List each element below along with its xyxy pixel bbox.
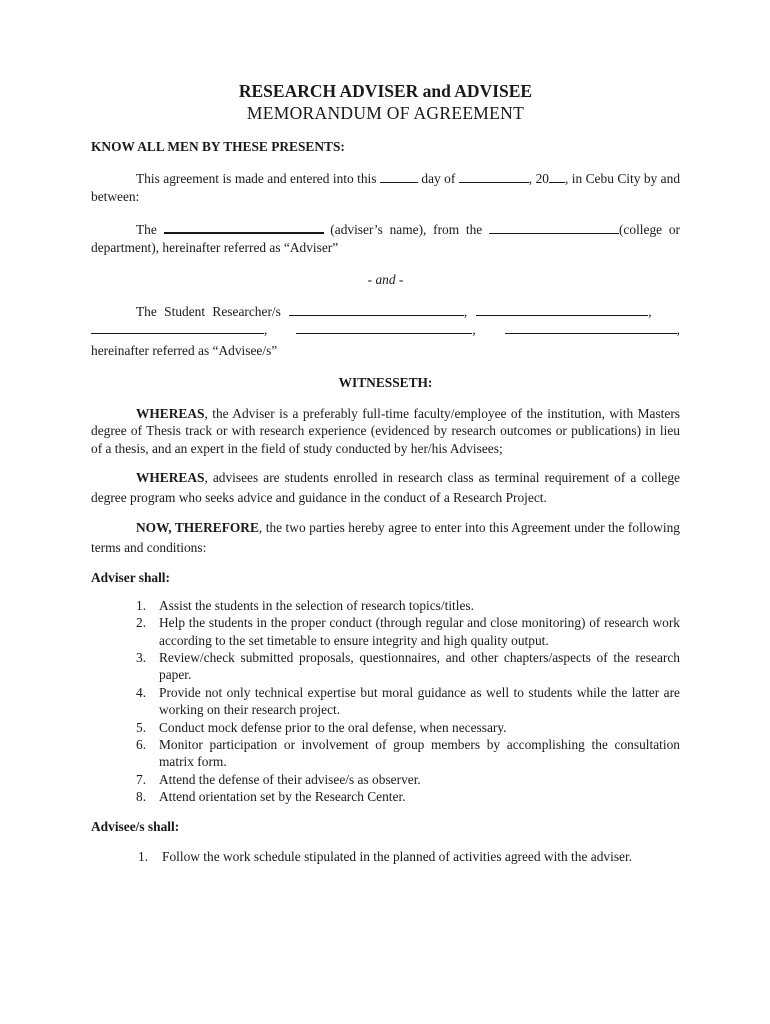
student-block — [91, 303, 680, 359]
item-text: Assist the students in the selection of research topics/titles. — [159, 597, 474, 613]
student-blank-5[interactable] — [505, 321, 677, 334]
intro-text-3: , 20 — [528, 171, 549, 187]
now-therefore-keyword: NOW, THEREFORE — [136, 520, 259, 536]
whereas-2 — [91, 468, 680, 507]
intro-text-1: This agreement is made and entered into this — [136, 171, 377, 187]
student-label: The Student Researcher/s — [136, 304, 281, 320]
list-item — [91, 736, 680, 771]
adviser-name-blank[interactable] — [164, 220, 324, 234]
hereinafter-advisee: hereinafter referred as “Advisee/s” — [91, 343, 278, 359]
item-number: 7. — [136, 771, 147, 787]
whereas-1 — [91, 405, 680, 457]
comma: , — [463, 304, 468, 320]
adviser-the: The — [136, 222, 157, 238]
student-blank-1[interactable] — [289, 303, 464, 316]
know-all-heading: KNOW ALL MEN BY THESE PRESENTS: — [91, 139, 345, 154]
advisee-terms-list — [91, 847, 680, 867]
list-item — [91, 847, 680, 867]
now-therefore — [91, 518, 680, 557]
item-text: Help the students in the proper conduct (through regular and close monitoring) of research work according to the set timetable to ensure integrity and high quality output. — [159, 615, 680, 648]
adviser-name-note: (adviser’s name), from the — [330, 222, 483, 238]
item-number: 1. — [136, 597, 147, 613]
item-text: Follow the work schedule stipulated in the planned of activities agreed with the adviser. — [162, 848, 633, 864]
comma: , — [676, 321, 680, 337]
list-item — [91, 719, 680, 736]
whereas-keyword: WHEREAS — [136, 470, 205, 486]
item-text: Attend orientation set by the Research Center. — [159, 789, 406, 805]
student-blank-2[interactable] — [476, 303, 648, 316]
college-note: (college or department), hereinafter referred as “Adviser” — [91, 222, 680, 255]
college-blank[interactable] — [489, 221, 619, 234]
item-text: Monitor participation or involvement of group members by accomplishing the consultation matrix form. — [159, 736, 680, 770]
item-number: 6. — [136, 736, 147, 752]
witnesseth-heading: WITNESSETH: — [338, 374, 433, 390]
list-item — [91, 788, 680, 805]
item-number: 4. — [136, 684, 147, 700]
whereas-keyword: WHEREAS — [136, 406, 205, 422]
comma: , — [648, 304, 652, 320]
student-cell — [91, 321, 267, 338]
whereas-2-text: , advisees are students enrolled in research class as terminal requirement of a college degree program who seeks advice and guidance in the conduct of a Research Project. — [91, 470, 680, 505]
document-title: RESEARCH ADVISER and ADVISEE — [238, 81, 533, 101]
comma: , — [264, 321, 268, 337]
document-subtitle: MEMORANDUM OF AGREEMENT — [246, 103, 525, 123]
list-item — [91, 597, 680, 614]
student-blank-4[interactable] — [296, 321, 472, 334]
intro-text-2: day of — [421, 171, 456, 187]
year-blank[interactable] — [549, 170, 565, 183]
day-blank[interactable] — [380, 170, 418, 183]
item-number: 3. — [136, 649, 147, 665]
adviser-paragraph — [91, 220, 680, 256]
student-cell — [505, 321, 680, 338]
student-blank-3[interactable] — [91, 321, 264, 334]
item-number: 1. — [138, 848, 149, 864]
comma: , — [472, 321, 476, 337]
item-number: 5. — [136, 719, 147, 735]
adviser-shall-heading: Adviser shall: — [91, 570, 170, 586]
item-number: 2. — [136, 615, 147, 631]
item-text: Review/check submitted proposals, questionnaires, and other chapters/aspects of the research paper. — [159, 649, 680, 683]
student-row-2 — [91, 321, 680, 338]
now-therefore-text: , the two parties hereby agree to enter into this Agreement under the following terms and conditions: — [91, 520, 680, 555]
student-row-1 — [91, 303, 680, 320]
adviser-terms-list — [91, 597, 680, 806]
intro-paragraph — [91, 170, 680, 205]
item-text: Provide not only technical expertise but moral guidance as well to students while the latter are working on their research project. — [159, 684, 680, 718]
list-item — [91, 649, 680, 684]
student-cell — [296, 321, 475, 338]
item-text: Conduct mock defense prior to the oral defense, when necessary. — [159, 719, 507, 735]
list-item — [91, 614, 680, 649]
item-text: Attend the defense of their advisee/s as observer. — [159, 771, 421, 787]
advisee-shall-heading: Advisee/s shall: — [91, 818, 180, 834]
month-blank[interactable] — [459, 170, 529, 183]
document-body — [91, 80, 680, 867]
item-number: 8. — [136, 789, 147, 805]
intro-text-4: , in Cebu City by and between: — [91, 171, 681, 204]
list-item — [91, 684, 680, 719]
whereas-1-text: , the Adviser is a preferably full-time faculty/employee of the institution, with Masters degree of Thesis track or with research experience (evidenced by research outcomes or publications) in lieu of a thesis, and an expert in the field of study conducted by her/his Advisees; — [91, 406, 680, 456]
and-separator: - and - — [367, 272, 404, 288]
list-item — [91, 771, 680, 788]
